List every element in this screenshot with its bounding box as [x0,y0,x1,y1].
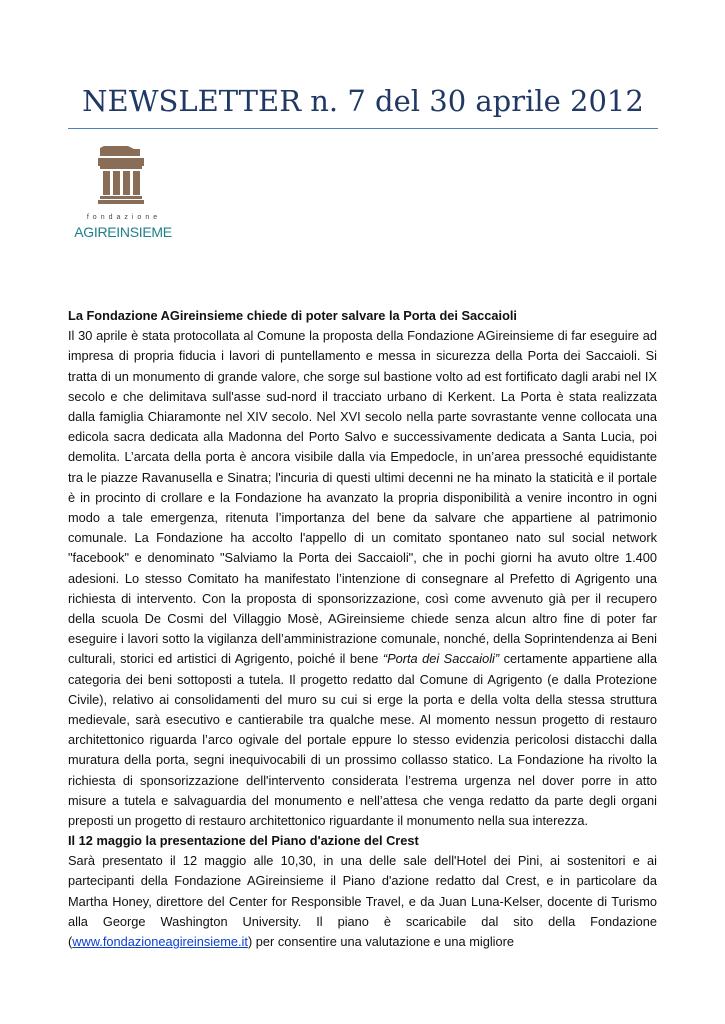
foundation-logo [68,144,178,240]
logo-label-big: AGIREINSIEME [74,224,172,240]
article-piano-crest [68,831,657,952]
article-text-continued: certamente appartiene alla categoria dei beni sottoposti a tutela. Il progetto redatto dal Comune di Agrigento (e dalla Protezione Civile), relativo ai consolidamenti del muro su cui si erge la porta e della volta della stessa struttura medievale, sarà esecutivo e cantierabile tra qualche mese. Al momento nessun progetto di restauro architettonico riguarda l’arco ogivale del portale eppure lo stesso evidenzia pericolosi distacchi dalla muratura della porta, segni inequivocabili di un prossimo collasso statico. La Fondazione ha rivolto la richiesta di sponsorizzazione dell'intervento considerata l’estrema urgenza nel dover porre in atto misure a tutela e salvaguardia del monumento e nell’attesa che venga redatto da parte degli organi preposti un progetto di restauro architettonico riguardante il monumento nella sua interezza. [68,651,657,829]
article-body [68,326,657,831]
article-body [68,851,657,952]
article-porta-saccaioli [68,306,657,831]
article-italic-text: “Porta dei Saccaioli” [382,651,500,667]
article-heading: Il 12 maggio la presentazione del Piano d'azione del Crest [68,833,419,848]
logo-label-small: fondazione [86,214,162,221]
newsletter-title: NEWSLETTER n. 7 del 30 aprile 2012 [82,84,644,118]
article-text: Il 30 aprile è stata protocollata al Comune la proposta della Fondazione AGireinsieme di far eseguire ad impresa di propria fiducia i lavori di puntellamento e messa in sicurezza della Porta dei Saccaioli. Si tratta di un monumento di grande valore, che sorge sul bastione volto ad est fortificato dagli arabi nel IX secolo e che delimitava sull'asse sud-nord il tracciato urbano di Kerkent. La Porta è stata realizzata dalla famiglia Chiaramonte nel XIV secolo. Nel XVI secolo nella parte sovrastante venne collocata una edicola sacra dedicata alla Madonna del Porto Salvo e successivamente dedicata a Santa Lucia, poi demolita. L’arcata della porta è ancora visibile dalla via Empedocle, in un’area pressoché equidistante tra le piazze Ravanusella e Sinatra; l'incuria di questi ultimi decenni ne ha minato la staticità e il portale è in procinto di crollare e la Fondazione ha avanzato la propria disponibilità a venire incontro in ogni modo a tale emergenza, ritenuta l’importanza del bene da salvare che appartiene al patrimonio comunale. La Fondazione ha accolto l'appello di un comitato spontaneo nato sul social network "facebook" e denominato "Salviamo la Porta dei Saccaioli", che in pochi giorni ha avuto oltre 1.400 adesioni. Lo stesso Comitato ha manifestato l’intenzione di consegnare al Prefetto di Agrigento una richiesta di intervento. Con la proposta di sponsorizzazione, così come avvenuto già per il recupero della scuola De Cosmi del Villaggio Mosè, AGireinsieme chiede senza alcun altro fine di poter far eseguire i lavori sotto la vigilanza dell’amministrazione comunale, nonché, della Soprintendenza ai Beni culturali, storici ed artistici di Agrigento, poiché il bene [68,328,657,667]
title-divider [68,128,658,129]
article-text-continued: ) per consentire una valutazione e una migliore [247,934,515,950]
article-heading: La Fondazione AGireinsieme chiede di poter salvare la Porta dei Saccaioli [68,308,517,323]
temple-columns-icon [98,144,148,206]
article-text: Sarà presentato il 12 maggio alle 10,30, in una delle sale dell'Hotel dei Pini, ai sostenitori e ai partecipanti della Fondazione AGireinsieme il Piano d'azione redatto dal Crest, e in particolare da Martha Honey, direttore del Center for Responsible Travel, e da Juan Luna-Kelser, docente di Turismo alla George Washington University. Il piano è scaricabile dal sito della Fondazione ( [68,853,657,950]
foundation-website-link[interactable]: www.fondazioneagireinsieme.it [72,934,248,950]
